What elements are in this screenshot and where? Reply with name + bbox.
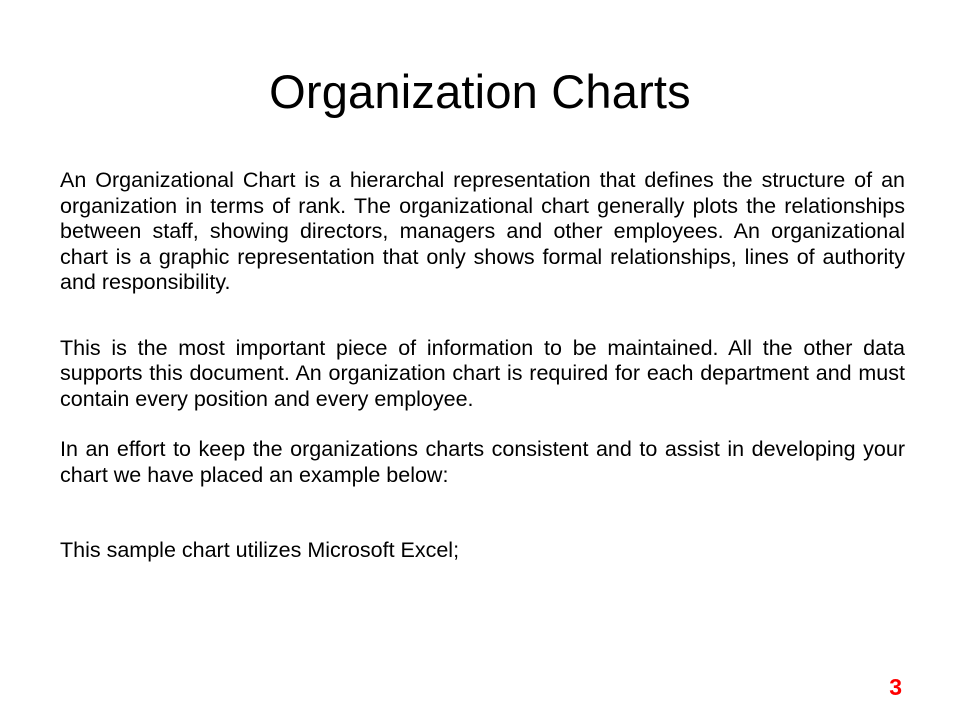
slide-body <box>60 168 905 564</box>
page-number: 3 <box>889 674 902 700</box>
paragraph-importance: This is the most important piece of information to be maintained. All the other data supports this document. An organization chart is required for each department and must contain every position and every employee. <box>60 335 905 411</box>
paragraph-definition: An Organizational Chart is a hierarchal representation that defines the structure of an organization in terms of rank. The organizational chart generally plots the relationships between staff, showing directors, managers and other employees. An organizational chart is a graphic representation that only shows formal relationships, lines of authority and responsibility. <box>60 168 905 294</box>
paragraph-example-intro: In an effort to keep the organizations charts consistent and to assist in developing your chart we have placed an example below: <box>60 437 905 487</box>
paragraph-excel-note: This sample chart utilizes Microsoft Excel; <box>60 538 460 562</box>
slide-title: Organization Charts <box>269 65 691 118</box>
